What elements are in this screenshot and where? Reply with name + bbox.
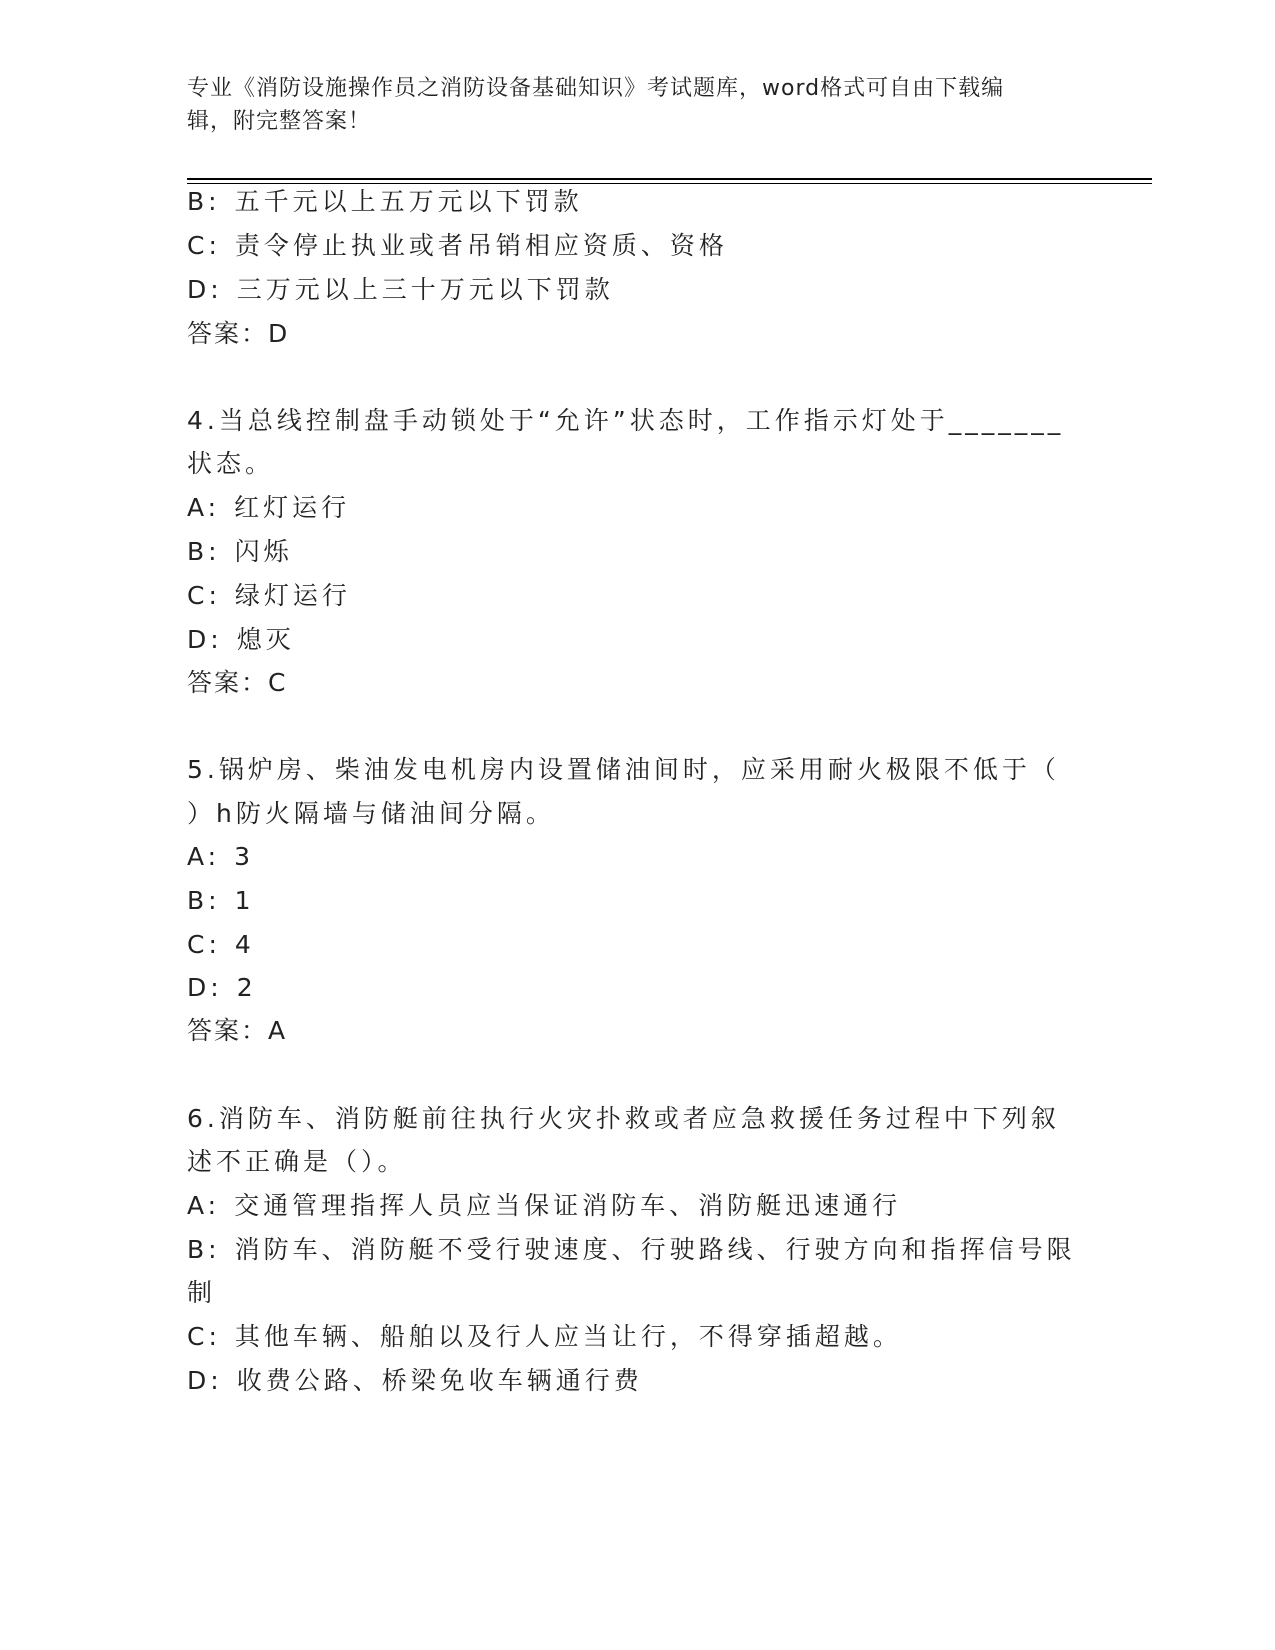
option-label: D: <box>187 1366 223 1395</box>
option-label: B: <box>187 187 221 216</box>
q5-option-a <box>187 842 254 872</box>
option-text: 责令停止执业或者吊销相应资质、资格 <box>234 231 728 260</box>
q6-option-b <box>187 1235 1076 1265</box>
option-label: A: <box>187 493 221 522</box>
q6-option-c <box>187 1322 902 1352</box>
q5-answer: 答案：A <box>187 1016 288 1045</box>
option-text: 交通管理指挥人员应当保证消防车、消防艇迅速通行 <box>234 1191 902 1220</box>
option-label: D: <box>187 625 223 654</box>
option-text: 4 <box>234 930 255 959</box>
option-label: A: <box>187 842 221 871</box>
option-text: 其他车辆、船舶以及行人应当让行，不得穿插超越。 <box>234 1322 902 1351</box>
q5-option-b <box>187 886 254 916</box>
document-header <box>187 72 1067 138</box>
q5-stem-line-2: ）h防火隔墙与储油间分隔。 <box>187 799 555 828</box>
q5-option-c <box>187 930 255 960</box>
q4-option-a <box>187 493 350 523</box>
q3-option-d <box>187 275 614 305</box>
q4-option-d <box>187 625 295 655</box>
q4-option-c <box>187 581 351 611</box>
q4-answer: 答案：C <box>187 668 288 697</box>
q4-stem-line-1: 4.当总线控制盘手动锁处于“允许”状态时，工作指示灯处于_______ <box>187 406 1065 435</box>
q3-answer: 答案：D <box>187 319 290 348</box>
option-text: 熄灭 <box>236 625 295 654</box>
option-label: B: <box>187 1235 221 1264</box>
header-divider-thick <box>187 178 1152 180</box>
option-label: A: <box>187 1191 221 1220</box>
q6-option-a <box>187 1191 901 1221</box>
option-label: D: <box>187 275 223 304</box>
option-text: 三万元以上三十万元以下罚款 <box>236 275 614 304</box>
header-line-2: 辑，附完整答案！ <box>187 109 372 134</box>
q5-stem-line-1: 5.锅炉房、柴油发电机房内设置储油间时，应采用耐火极限不低于（ <box>187 755 1060 784</box>
option-text: 闪烁 <box>234 537 293 566</box>
option-text: 绿灯运行 <box>234 581 351 610</box>
q4-stem-line-2: 状态。 <box>187 449 275 478</box>
q3-option-c <box>187 231 728 261</box>
q6-stem-line-2: 述不正确是（）。 <box>187 1147 407 1176</box>
q3-option-b <box>187 187 583 217</box>
option-text: 红灯运行 <box>234 493 351 522</box>
option-label: B: <box>187 886 221 915</box>
header-divider-thin <box>187 183 1152 184</box>
option-label: C: <box>187 581 221 610</box>
option-text: 五千元以上五万元以下罚款 <box>234 187 583 216</box>
option-text: 2 <box>236 973 257 1002</box>
q4-option-b <box>187 537 293 567</box>
option-text: 收费公路、桥梁免收车辆通行费 <box>236 1366 643 1395</box>
q6-stem-line-1: 6.消防车、消防艇前往执行火灾扑救或者应急救援任务过程中下列叙 <box>187 1104 1060 1133</box>
option-label: C: <box>187 930 221 959</box>
option-label: D: <box>187 973 223 1002</box>
option-label: C: <box>187 231 221 260</box>
option-text: 3 <box>234 842 254 871</box>
option-label: C: <box>187 1322 221 1351</box>
option-label: B: <box>187 537 221 566</box>
q5-option-d <box>187 973 257 1003</box>
option-text: 消防车、消防艇不受行驶速度、行驶路线、行驶方向和指挥信号限 <box>234 1235 1076 1264</box>
q6-option-d <box>187 1366 643 1396</box>
q6-option-b-continued: 制 <box>187 1278 217 1307</box>
option-text: 1 <box>234 886 255 915</box>
header-line-1: 专业《消防设施操作员之消防设备基础知识》考试题库，word格式可自由下载编 <box>187 76 1005 101</box>
